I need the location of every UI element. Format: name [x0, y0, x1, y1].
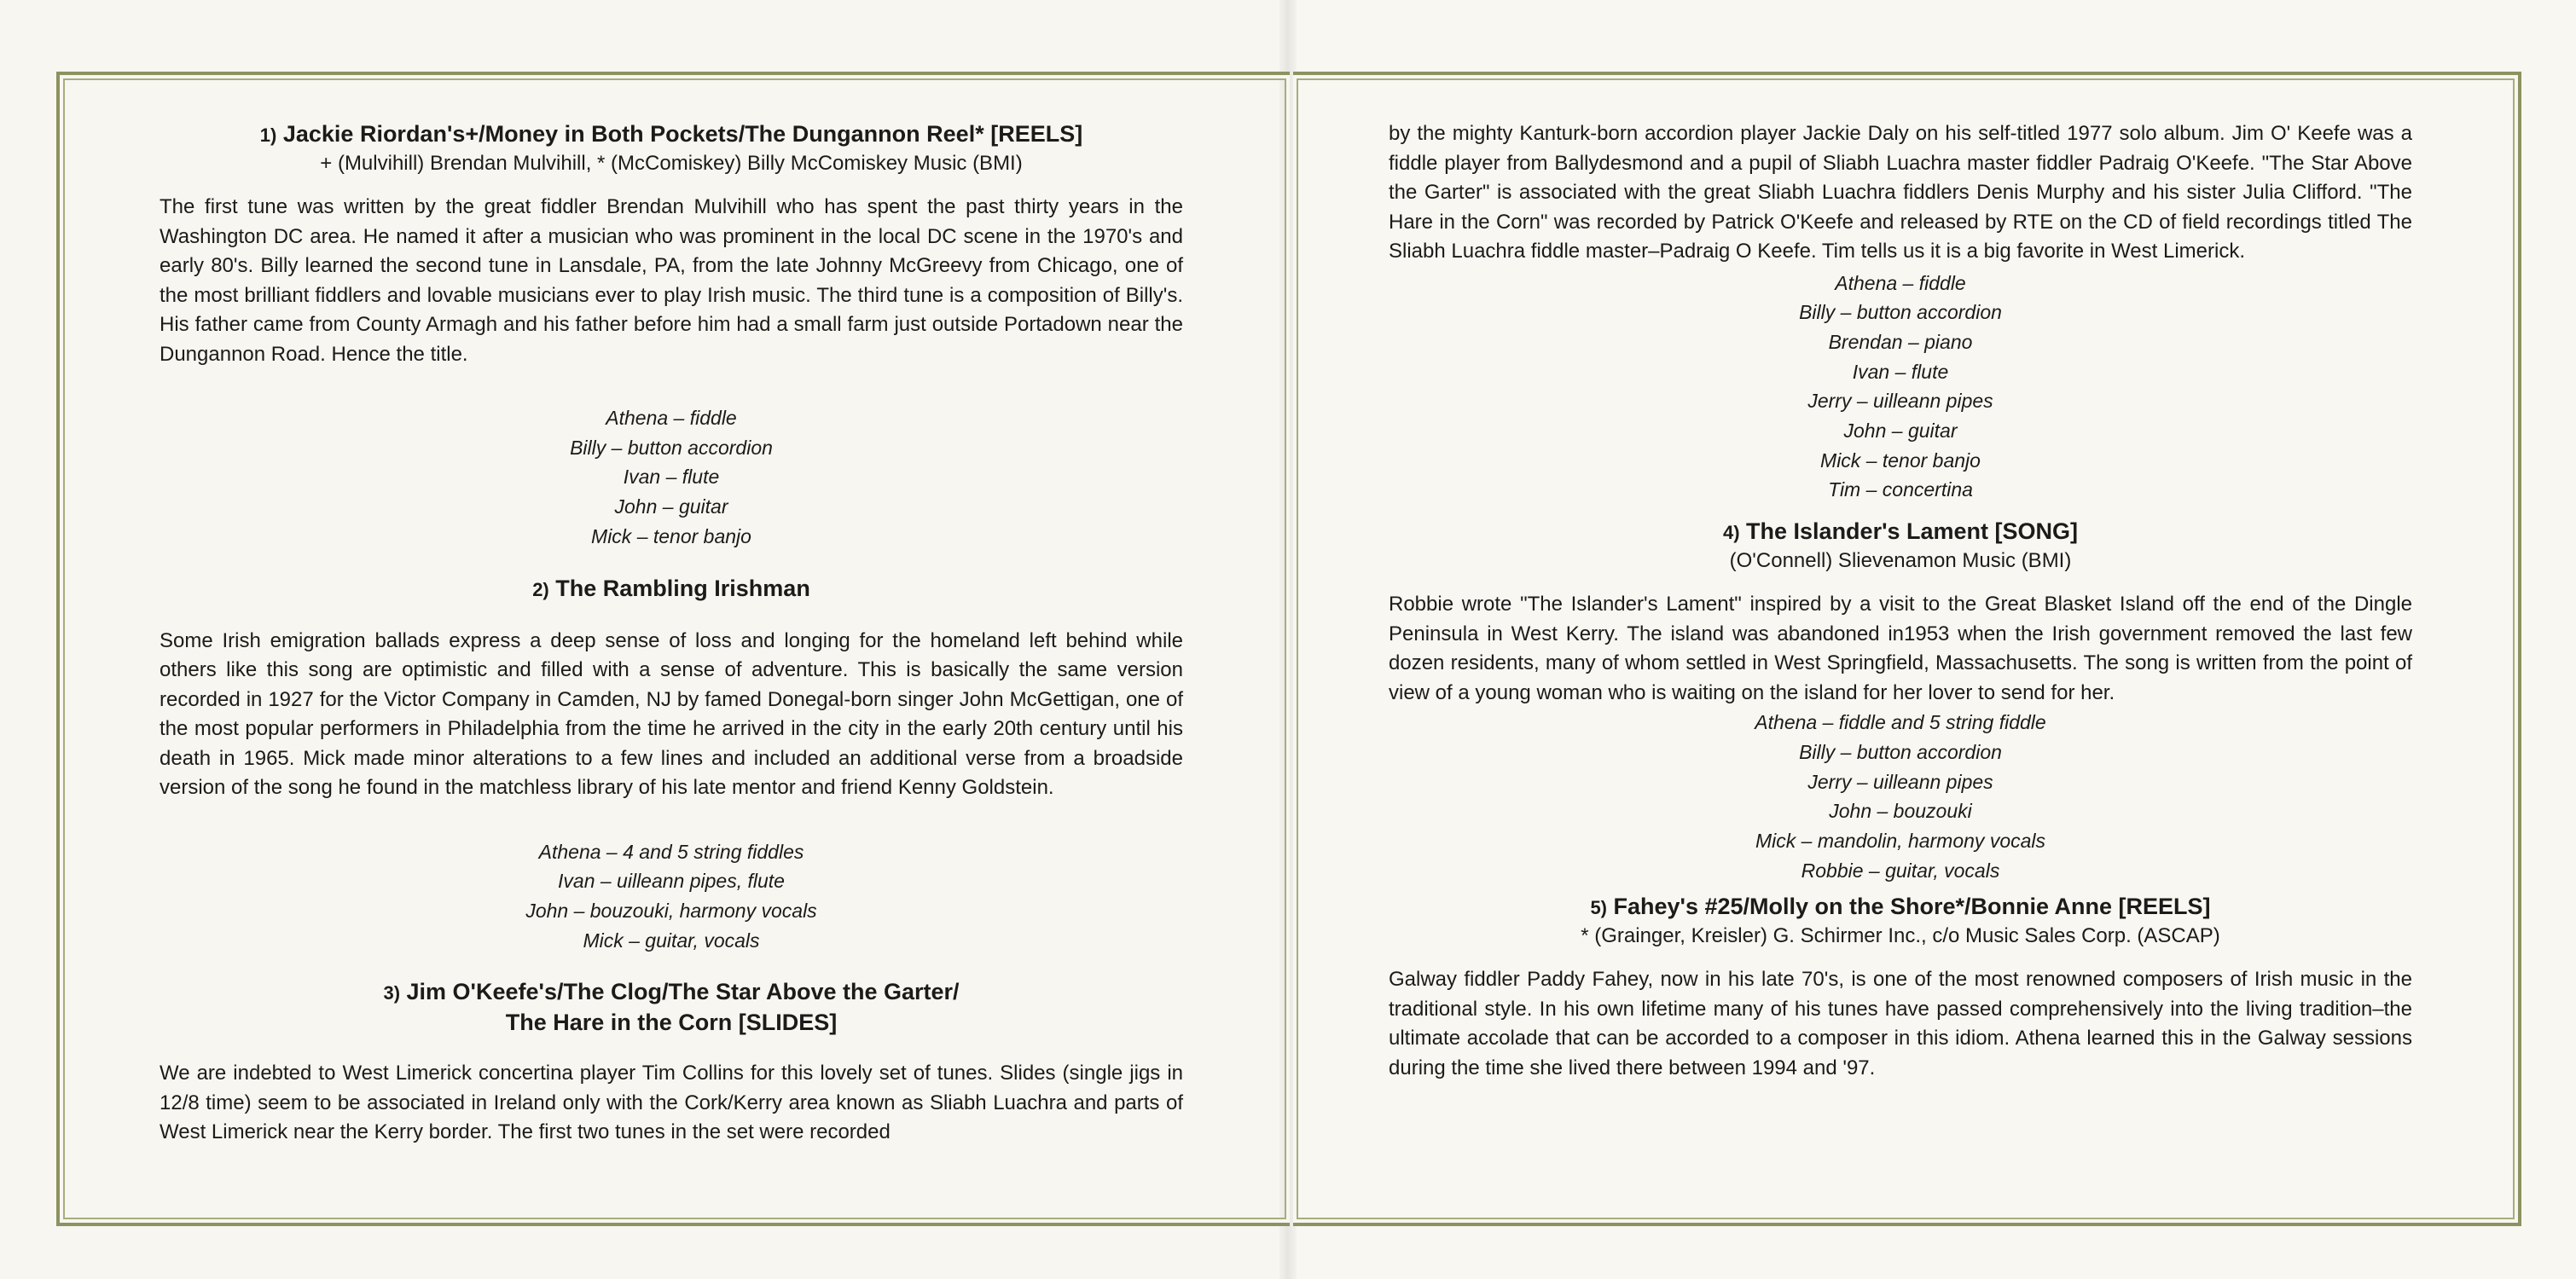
- lineup-entry: Jerry – uilleann pipes: [1807, 770, 1993, 793]
- lineup-entry: John – guitar: [1843, 420, 1958, 443]
- lineup-entry: Mick – tenor banjo: [591, 524, 751, 547]
- lineup-entry: Athena – fiddle: [606, 407, 737, 429]
- track-5-heading: [1389, 892, 2412, 923]
- track-number: 1): [259, 124, 277, 146]
- track-3-lineup: [1389, 269, 2412, 506]
- lineup-entry: John – bouzouki, harmony vocals: [525, 899, 817, 922]
- lineup-entry: Brendan – piano: [1828, 330, 1973, 353]
- right-page-content: [1389, 119, 2412, 1083]
- track-title: The Rambling Irishman: [555, 575, 810, 601]
- track-notes-continued: by the mighty Kanturk-born accordion player Jackie Daly on his self-titled 1977 solo album. Jim O' Keefe was a fiddle player from Ballydesmond and a pupil of Sliabh Luachra master fiddler Padraig O'Keefe. "The Star Above the Garter" is associated with the great Sliabh Luachra fiddlers Denis Murphy and his sister Julia Clifford. "The Hare in the Corn" was recorded by Patrick O'Keefe and released by RTE on the CD of field recordings titled The Sliabh Luachra fiddle master–Padraig O Keefe. Tim tells us it is a big favorite in West Limerick.: [1389, 122, 2412, 263]
- lineup-entry: Mick – mandolin, harmony vocals: [1755, 829, 2046, 852]
- lineup-entry: Mick – guitar, vocals: [583, 929, 760, 952]
- lineup-entry: John – bouzouki: [1829, 800, 1972, 823]
- track-notes: Robbie wrote "The Islander's Lament" inspired by a visit to the Great Blasket Island off the end of the Dingle Peninsula in West Kerry. The island was abandoned in1953 when the Irish government removed the last few dozen residents, many of whom settled in West Springfield, Massachusetts. The song is written from the point of view of a young woman who is waiting on the island for her lover to send for her.: [1389, 593, 2412, 704]
- lineup-entry: Billy – button accordion: [1799, 740, 2002, 763]
- track-4-lineup: [1389, 708, 2412, 885]
- track-1-heading: [160, 119, 1183, 150]
- track-notes: The first tune was written by the great fiddler Brendan Mulvihill who has spent the past thirty years in the Washington DC area. He named it after a musician who was prominent in the local DC scene in the 1970's and early 80's. Billy learned the second tune in Lansdale, PA, from the late Johnny McGreevy from Chicago, one of the most brilliant fiddlers and lovable musicians ever to play Irish music. The third tune is a composition of Billy's. His father came from County Armagh and his father before him had a small farm just outside Portadown near the Dungannon Road. Hence the title.: [160, 195, 1183, 366]
- track-2-heading: [160, 574, 1183, 605]
- lineup-entry: Ivan – uilleann pipes, flute: [558, 870, 785, 893]
- track-1-lineup: [160, 403, 1183, 552]
- lineup-entry: Billy – button accordion: [1799, 301, 2002, 324]
- track-notes: Galway fiddler Paddy Fahey, now in his late 70's, is one of the most renowned composers of Irish music in the traditional style. In his own lifetime many of his tunes have passed comprehensively into the living tradition–the ultimate accolade that can be accorded to a composer in this idiom. Athena learned this in the Galway sessions during the time she lived there between 1994 and '97.: [1389, 968, 2412, 1079]
- lineup-entry: Robbie – guitar, vocals: [1801, 859, 2000, 882]
- track-credit: * (Grainger, Kreisler) G. Schirmer Inc., c/o Music Sales Corp. (ASCAP): [1581, 924, 2220, 948]
- lineup-entry: Ivan – flute: [623, 466, 720, 489]
- lineup-entry: John – guitar: [614, 495, 728, 518]
- lineup-entry: Athena – fiddle: [1835, 271, 1966, 294]
- track-credit: (O'Connell) Slievenamon Music (BMI): [1729, 549, 2072, 573]
- track-notes: Some Irish emigration ballads express a deep sense of loss and longing for the homeland left behind while others like this song are optimistic and filled with a sense of adventure. This is basically the same version recorded in 1927 for the Victor Company in Camden, NJ by famed Donegal-born singer John McGettigan, one of the most popular performers in Philadelphia from the time he arrived in the city in the early 20th century until his death in 1965. Mick made minor alterations to a few lines and included an additional verse from a broadside version of the song he found in the matchless library of his late mentor and friend Kenny Goldstein.: [160, 628, 1183, 800]
- track-number: 5): [1590, 897, 1607, 919]
- track-title: Fahey's #25/Molly on the Shore*/Bonnie Anne [REELS]: [1613, 894, 2211, 920]
- lineup-entry: Ivan – flute: [1852, 360, 1949, 383]
- track-3-heading: [160, 977, 1183, 1008]
- lineup-entry: Athena – 4 and 5 string fiddles: [538, 840, 804, 863]
- track-number: 2): [532, 578, 549, 600]
- track-title-line-1: Jim O'Keefe's/The Clog/The Star Above the Garter/: [406, 979, 960, 1005]
- track-number: 3): [383, 982, 401, 1004]
- track-number: 4): [1722, 522, 1740, 544]
- track-4-heading: [1389, 517, 2412, 547]
- lineup-entry: Jerry – uilleann pipes: [1807, 390, 1993, 413]
- track-notes: We are indebted to West Limerick concertina player Tim Collins for this lovely set of tunes. Slides (single jigs in 12/8 time) seem to be associated in Ireland only with the Cork/Kerry area known as Sliabh Luachra and parts of West Limerick near the Kerry border. The first two tunes in the set were recorded: [160, 1062, 1183, 1144]
- track-title: The Islander's Lament [SONG]: [1746, 518, 2079, 545]
- track-title-line-2: The Hare in the Corn [SLIDES]: [505, 1010, 838, 1036]
- lineup-entry: Billy – button accordion: [570, 436, 773, 459]
- track-credit: + (Mulvihill) Brendan Mulvihill, * (McComiskey) Billy McComiskey Music (BMI): [320, 152, 1023, 175]
- track-2-lineup: [160, 837, 1183, 956]
- lineup-entry: Athena – fiddle and 5 string fiddle: [1755, 711, 2046, 734]
- track-title: Jackie Riordan's+/Money in Both Pockets/The Dungannon Reel* [REELS]: [282, 121, 1083, 147]
- lineup-entry: Mick – tenor banjo: [1820, 449, 1981, 472]
- lineup-entry: Tim – concertina: [1828, 478, 1973, 501]
- left-page-content: [160, 119, 1183, 1148]
